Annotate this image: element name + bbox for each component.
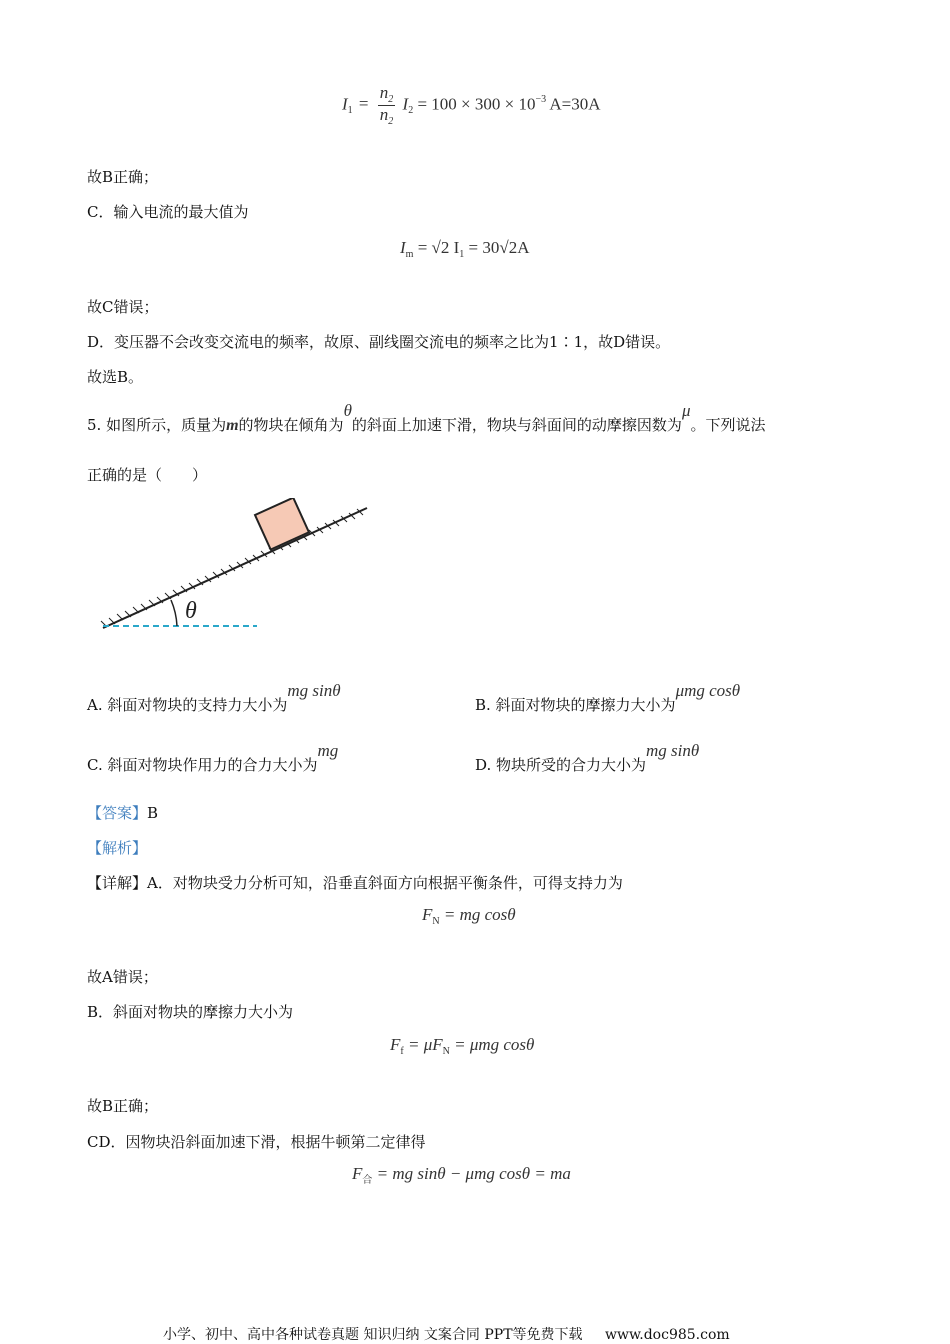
equation-friction: $F_f = \mu F_N = \mu mg$ cosθ [390,1035,535,1057]
text-c-head: C．输入电流的最大值为 [87,203,249,221]
option-c: C. 斜面对物块作用力的合力大小为mg [87,741,339,774]
text-a-wrong: 故A错误； [87,968,158,986]
text-choose: 故选B。 [87,368,144,386]
analysis-label: 【解析】 [87,839,148,857]
text-b-head: B．斜面对物块的摩擦力大小为 [87,1003,294,1021]
equation-net-force: $F_合$ = mg sinθ − μmg cosθ = ma [352,1164,571,1186]
text-b-correct: 故B正确； [87,168,159,186]
equation-max-current: $I_m = √2$ $I_1 = 30√2A$ [400,238,530,260]
detail-a: 【详解】A．对物块受力分析可知，沿垂直斜面方向根据平衡条件，可得支持力为 [87,874,623,892]
footer-url[interactable]: www.doc985.com [604,1327,730,1343]
option-a: A. 斜面对物块的支持力大小为mg sinθ [87,681,341,714]
text-cd: CD．因物块沿斜面加速下滑，根据牛顿第二定律得 [87,1133,426,1151]
answer-line: 【答案】B [87,804,159,822]
text-c-wrong: 故C错误； [87,298,159,316]
footer: 小学、初中、高中各种试卷真题 知识归纳 文案合同 PPT等免费下载 www.doc985.com [163,1327,730,1343]
option-d: D. 物块所受的合力大小为mg sinθ [475,741,700,774]
angle-label: θ [185,598,197,624]
incline-figure [95,498,380,638]
text-b-correct-2: 故B正确； [87,1097,159,1115]
incline-surface [103,508,367,628]
option-b: B. 斜面对物块的摩擦力大小为μmg cosθ [475,681,741,714]
angle-arc [171,600,177,626]
equation-normal-force: $F_N$ = mg cosθ [422,905,516,927]
fraction: $\frac{n_2}{n_2}$ [379,83,394,127]
question-5-line2: 正确的是（ ） [87,466,208,484]
equation-transformer-current: $I_1$ = $\frac{n_2}{n_2}$ $I_2 = 100 \times 300 \times 10^{-3}$ A=30A [342,83,601,127]
block [255,498,309,550]
question-5-line1: 5. 如图所示，质量为m的物块在倾角为θ的斜面上加速下滑，物块与斜面间的动摩擦因数为μ。下列说法 [87,401,766,434]
text-d: D．变压器不会改变交流电的频率，故原、副线圈交流电的频率之比为1∶1，故D错误。 [87,333,671,351]
